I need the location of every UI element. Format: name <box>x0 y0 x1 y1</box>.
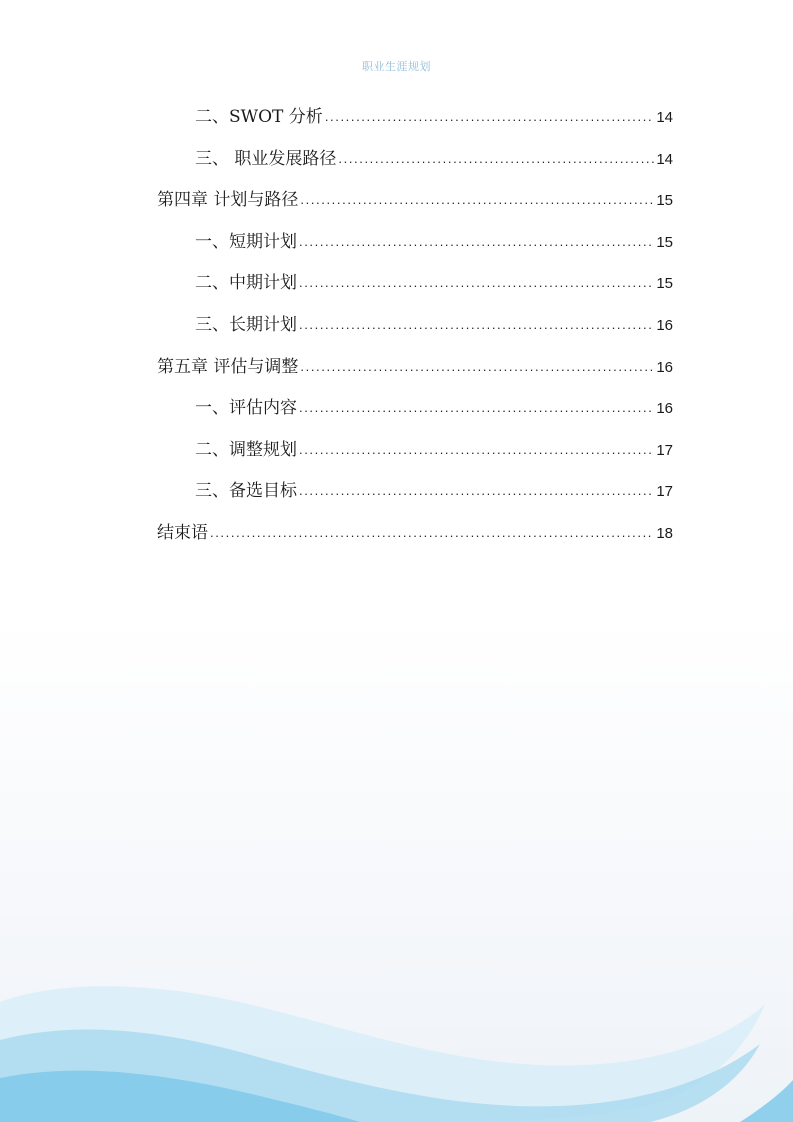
toc-entry[interactable] <box>157 227 673 269</box>
toc-entry[interactable] <box>157 102 673 144</box>
toc-leader-dots <box>299 483 654 498</box>
toc-entry[interactable] <box>157 352 673 394</box>
toc-entry[interactable] <box>157 393 673 435</box>
toc-entry-page: 14 <box>656 109 673 126</box>
toc-leader-dots <box>299 275 654 290</box>
toc-leader-dots <box>300 192 654 207</box>
toc-entry-label: 二、中期计划 <box>195 273 297 294</box>
toc-entry[interactable] <box>157 435 673 477</box>
wave-corner <box>740 1080 793 1122</box>
toc-leader-dots <box>300 359 654 374</box>
toc-entry-label: 二、调整规划 <box>195 439 297 460</box>
toc-leader-dots <box>299 317 654 332</box>
toc-entry-page: 16 <box>656 358 673 376</box>
toc-leader-dots <box>299 442 654 457</box>
toc-entry[interactable] <box>157 144 673 186</box>
toc-entry-page: 16 <box>656 316 673 334</box>
toc-entry-page: 17 <box>656 483 673 501</box>
toc-entry[interactable] <box>157 476 673 518</box>
toc-entry-page: 15 <box>656 233 673 251</box>
toc-entry[interactable] <box>157 185 673 227</box>
toc-leader-dots <box>210 525 654 540</box>
decorative-wave <box>0 982 793 1122</box>
toc-entry[interactable] <box>157 518 673 560</box>
toc-entry-label: 结束语 <box>157 522 208 543</box>
toc-entry-label: 第四章 计划与路径 <box>157 190 299 211</box>
toc-entry-label: 一、评估内容 <box>195 398 297 419</box>
toc-entry-label: 第五章 评估与调整 <box>157 356 299 377</box>
toc-leader-dots <box>299 400 654 415</box>
toc-entry-page: 16 <box>656 400 673 418</box>
toc-entry-page: 17 <box>656 441 673 459</box>
toc-entry-page: 15 <box>656 275 673 293</box>
toc-entry[interactable] <box>157 310 673 352</box>
toc-entry-page: 15 <box>656 192 673 210</box>
toc-leader-dots <box>325 109 655 124</box>
toc-entry-label: 二、SWOT 分析 <box>195 107 323 127</box>
table-of-contents <box>157 102 673 560</box>
toc-entry-page: 18 <box>656 524 673 542</box>
toc-entry-page: 14 <box>656 150 673 168</box>
toc-entry[interactable] <box>157 268 673 310</box>
running-header: 职业生涯规划 <box>362 60 431 73</box>
toc-entry-label: 三、 职业发展路径 <box>195 148 337 169</box>
toc-entry-label: 三、备选目标 <box>195 481 297 502</box>
toc-leader-dots <box>299 234 654 249</box>
toc-entry-label: 三、长期计划 <box>195 314 297 335</box>
toc-leader-dots <box>338 151 654 166</box>
toc-entry-label: 一、短期计划 <box>195 231 297 252</box>
